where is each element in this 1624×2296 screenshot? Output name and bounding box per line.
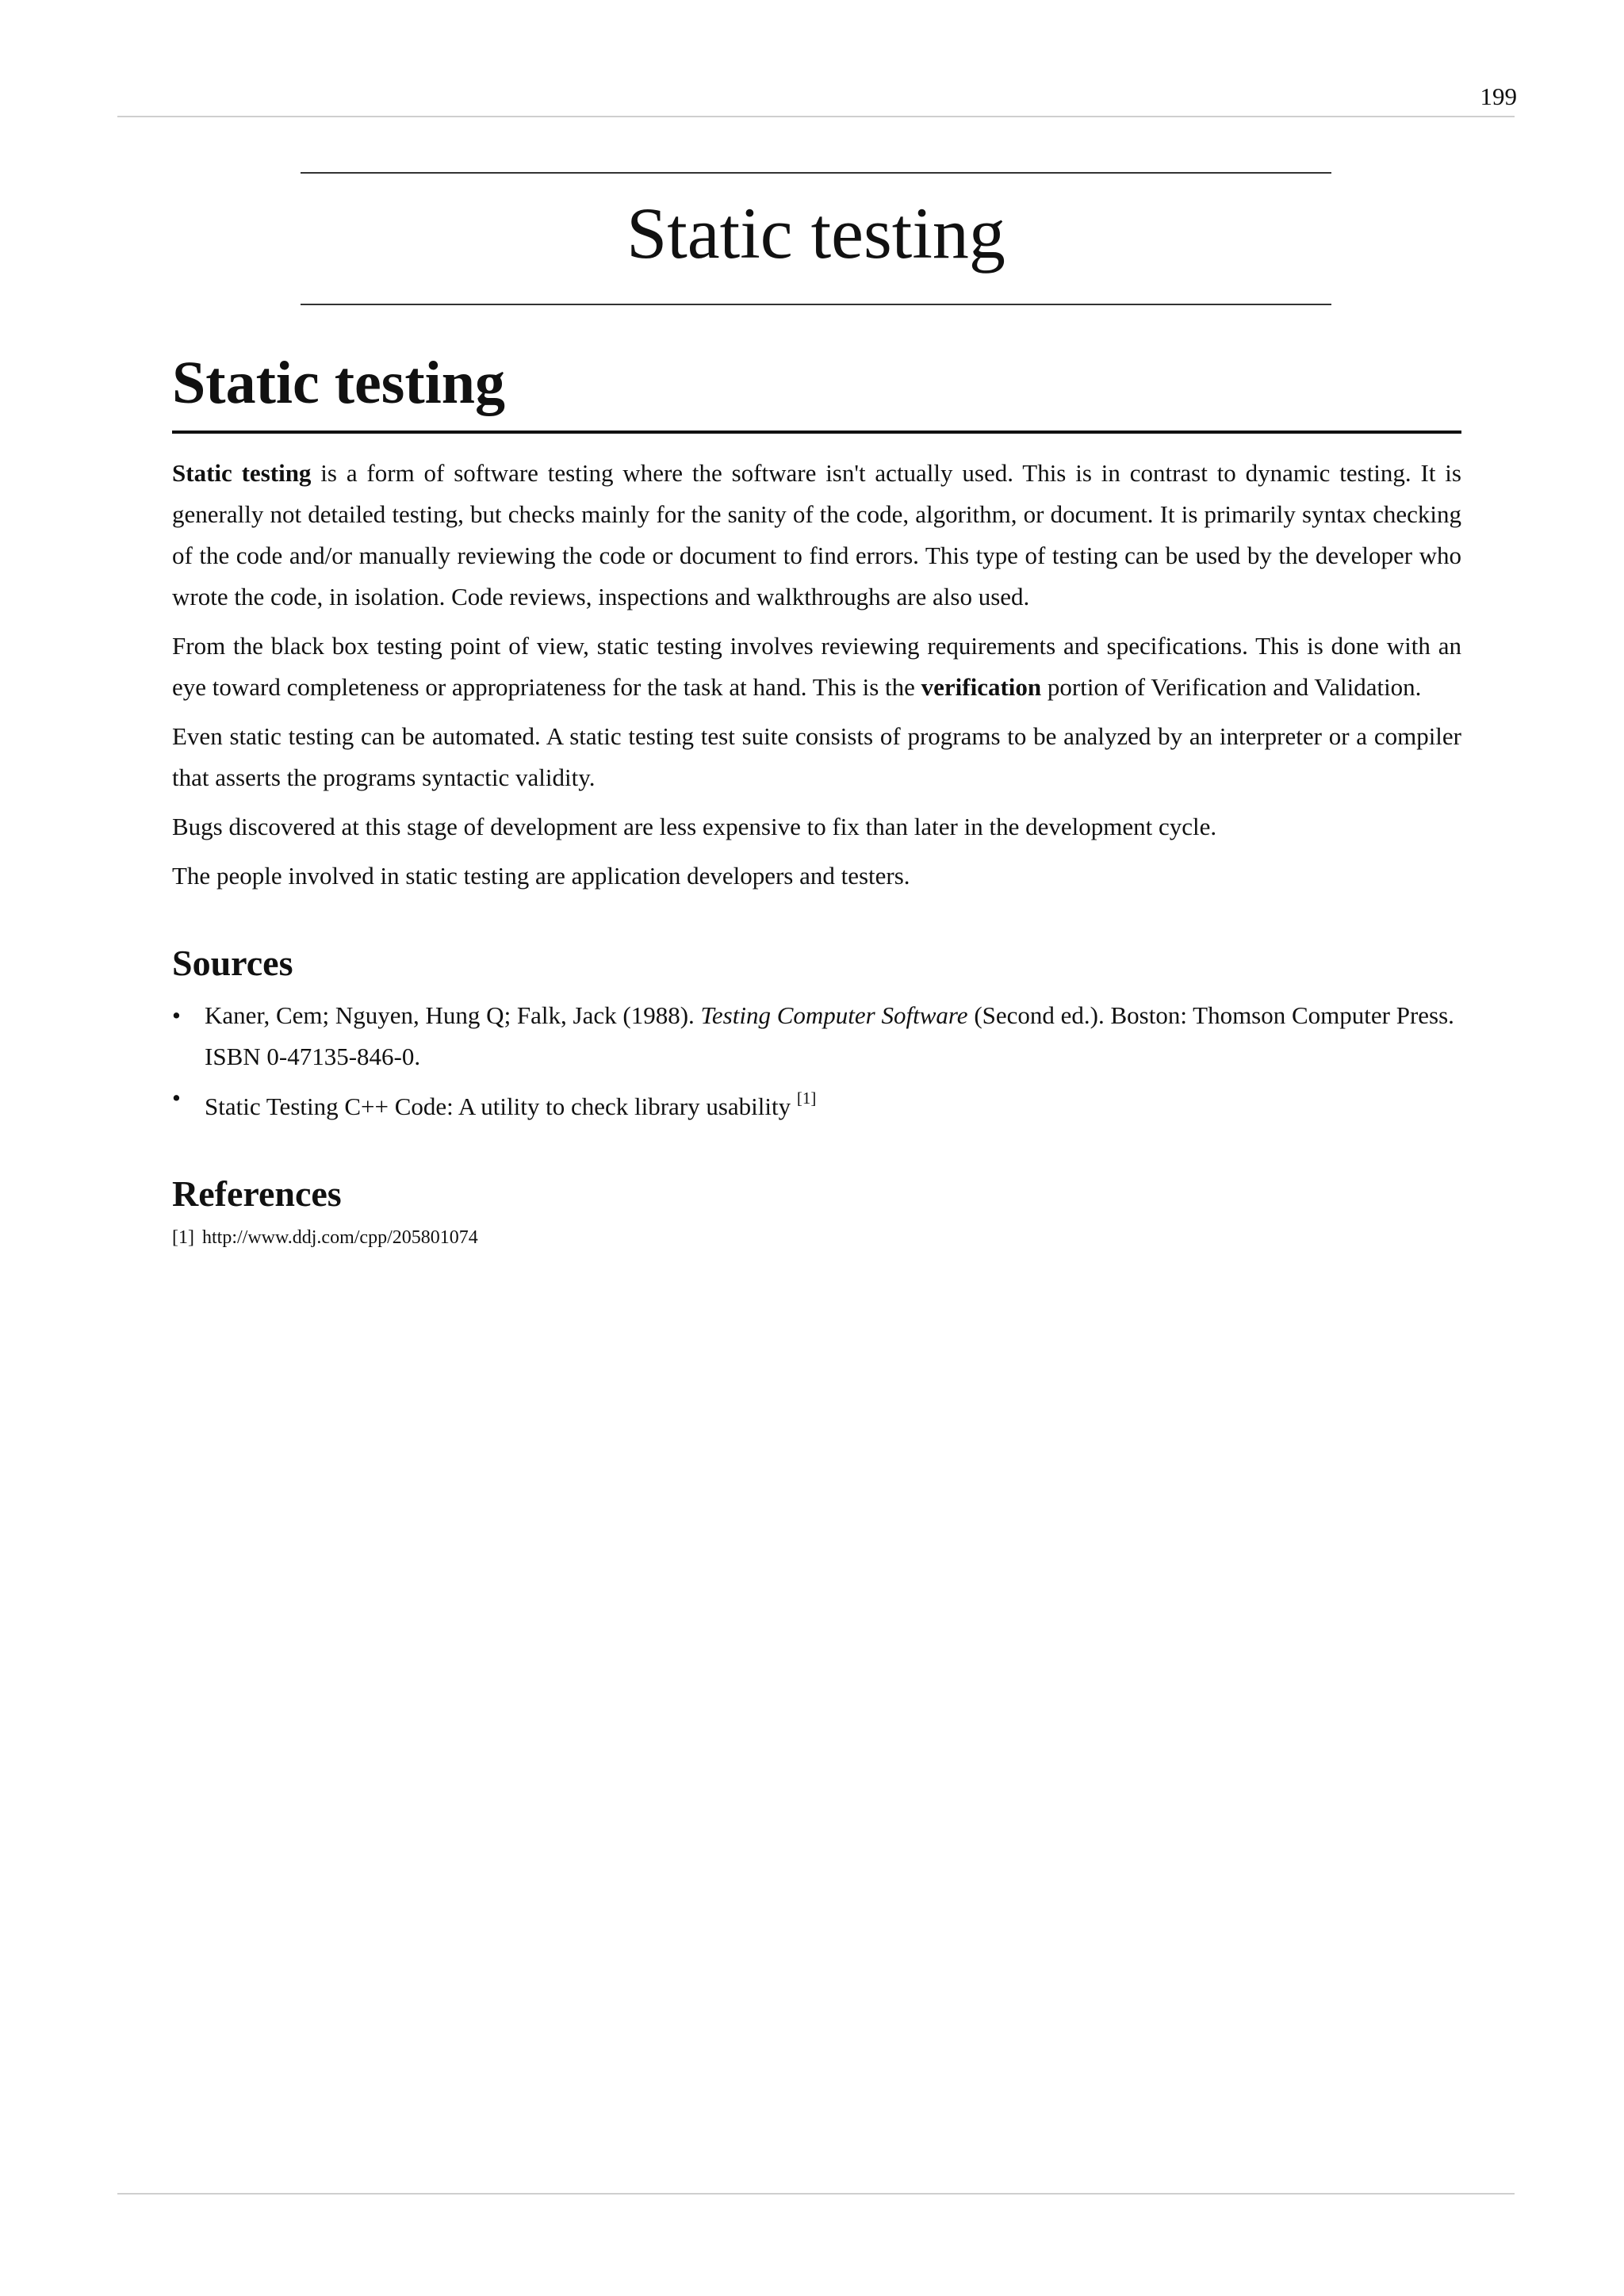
paragraph-people: The people involved in static testing are application developers and testers. [172, 862, 910, 890]
source-item-text-b: (Second ed.). Boston: Thomson Computer Press. ISBN 0-47135-846-0. [205, 1001, 1454, 1070]
paragraph-black-box [172, 626, 1461, 708]
page-number: 199 [1480, 82, 1517, 110]
paragraph-automation: Even static testing can be automated. A static testing test suite consists of programs to be analyzed by an interpreter or a compiler that asserts the programs syntactic validity. [172, 722, 1461, 792]
references-heading: References [172, 1173, 342, 1214]
sources-heading: Sources [172, 943, 293, 984]
chapter-title: Static testing [626, 193, 1005, 274]
chapter-title-rule-bottom [301, 304, 1331, 305]
bullet-icon: • [172, 1001, 181, 1029]
reference-number: [1] [172, 1226, 194, 1248]
source-item-text[interactable]: Static Testing C++ Code: A utility to check library usability [205, 1092, 797, 1120]
reference-url-link[interactable]: http://www.ddj.com/cpp/205801074 [201, 1226, 478, 1248]
source-book-title: Testing Computer Software [700, 1001, 968, 1029]
source-item-text-a: Kaner, Cem; Nguyen, Hung Q; Falk, Jack (1988). [205, 1001, 701, 1029]
paragraph-black-box-text-b: portion of Verification and Validation. [1041, 673, 1422, 702]
header-rule [117, 116, 1515, 117]
article-title: Static testing [172, 349, 1461, 434]
citation-link[interactable]: [1] [796, 1088, 817, 1108]
paragraph-bugs: Bugs discovered at this stage of development are less expensive to fix than later in the development cycle. [172, 813, 1217, 841]
source-item [172, 1077, 1461, 1127]
sources-list [172, 995, 1461, 1127]
chapter-title-rule-top [301, 172, 1331, 174]
source-item [172, 995, 1461, 1077]
bullet-icon: • [172, 1083, 181, 1112]
paragraph-black-box-text-a: From the black box testing point of view, static testing involves reviewing requirements and specifications. This is done with an eye toward completeness or appropriateness for the task at hand. This is the [172, 632, 1461, 702]
paragraph-intro-text: is a form of software testing where the software isn't actually used. This is in contrast to dynamic testing. It is generally not detailed testing, but checks mainly for the sanity of the code, algorithm, or document. It is primarily syntax checking of the code and/or manually reviewing the code or document to find errors. This type of testing can be used by the developer who wrote the code, in isolation. Code reviews, inspections and walkthroughs are also used. [172, 459, 1461, 611]
article-content [172, 349, 1461, 1251]
reference-item [172, 1225, 1461, 1252]
term-verification: verification [921, 673, 1042, 702]
footer-rule [117, 2193, 1515, 2195]
term-static-testing: Static testing [172, 459, 312, 488]
paragraph-intro [172, 453, 1461, 618]
